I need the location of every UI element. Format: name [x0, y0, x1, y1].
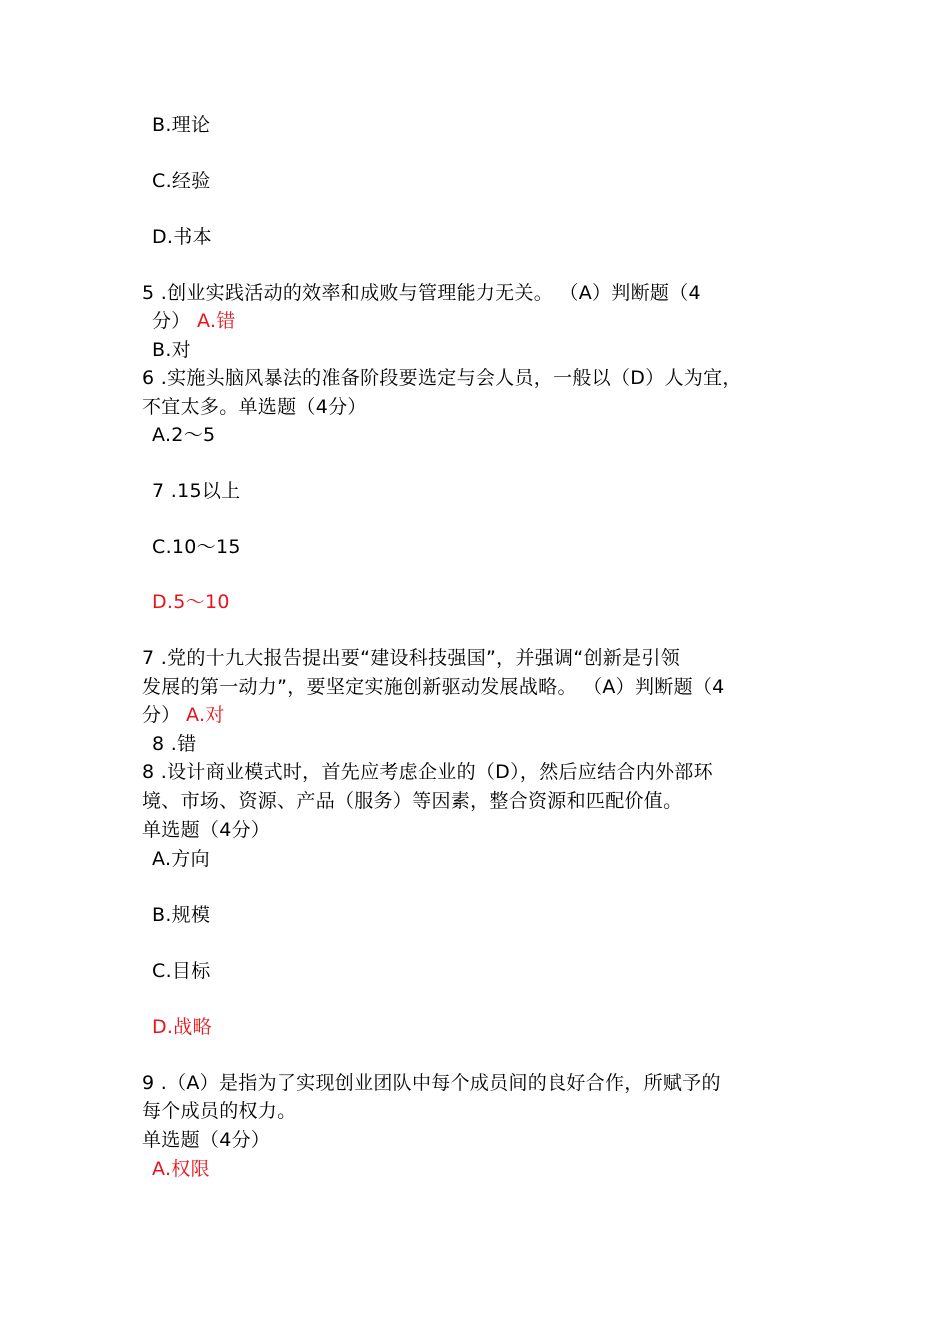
question-5-text-line-2: 分） — [152, 310, 191, 332]
question-6-text-line-2: 不宜太多。单选题（4分） — [142, 396, 367, 418]
question-8-option-a: A.方向 — [152, 848, 210, 870]
question-5-option-b: B.对 — [152, 339, 191, 361]
question-6-text-line-1: 6 .实施头脑风暴法的准备阶段要选定与会人员，一般以（D）人为宜， — [142, 367, 742, 389]
question-7-option-b: 8 .错 — [152, 733, 197, 755]
question-8-option-b: B.规模 — [152, 904, 211, 926]
question-7-text-line-2: 发展的第一动力”，要坚定实施创新驱动发展战略。 （A）判断题（4 — [142, 676, 725, 698]
question-9-answer-a: A.权限 — [152, 1158, 210, 1180]
question-8-text-line-2: 境、市场、资源、产品（服务）等因素，整合资源和匹配价值。 — [142, 790, 683, 812]
question-7-text-line-1: 7 .党的十九大报告提出要“建设科技强国”，并强调“创新是引领 — [142, 647, 680, 669]
option-b-theory: B.理论 — [152, 114, 211, 136]
question-9-text-line-2: 每个成员的权力。 — [142, 1100, 297, 1122]
question-9-type: 单选题（4分） — [142, 1129, 271, 1151]
question-8-text-line-1: 8 .设计商业模式时，首先应考虑企业的（D），然后应结合内外部环 — [142, 761, 713, 783]
question-5-answer-a: A.错 — [197, 310, 236, 332]
option-d-books: D.书本 — [152, 226, 212, 248]
question-7-answer-a: A.对 — [186, 704, 225, 726]
question-6-option-c: C.10～15 — [152, 536, 241, 558]
question-8-answer-d: D.战略 — [152, 1016, 212, 1038]
question-7-text-line-3: 分） — [142, 704, 181, 726]
question-6-answer-d: D.5～10 — [152, 591, 230, 613]
question-8-type: 单选题（4分） — [142, 819, 271, 841]
question-8-option-c: C.目标 — [152, 960, 211, 982]
option-c-experience: C.经验 — [152, 170, 211, 192]
question-6-option-b: 7 .15以上 — [152, 480, 241, 502]
question-9-text-line-1: 9 .（A）是指为了实现创业团队中每个成员间的良好合作，所赋予的 — [142, 1072, 721, 1094]
question-5-text-line-1: 5 .创业实践活动的效率和成败与管理能力无关。 （A）判断题（4 — [142, 282, 701, 304]
question-6-option-a: A.2～5 — [152, 424, 216, 446]
